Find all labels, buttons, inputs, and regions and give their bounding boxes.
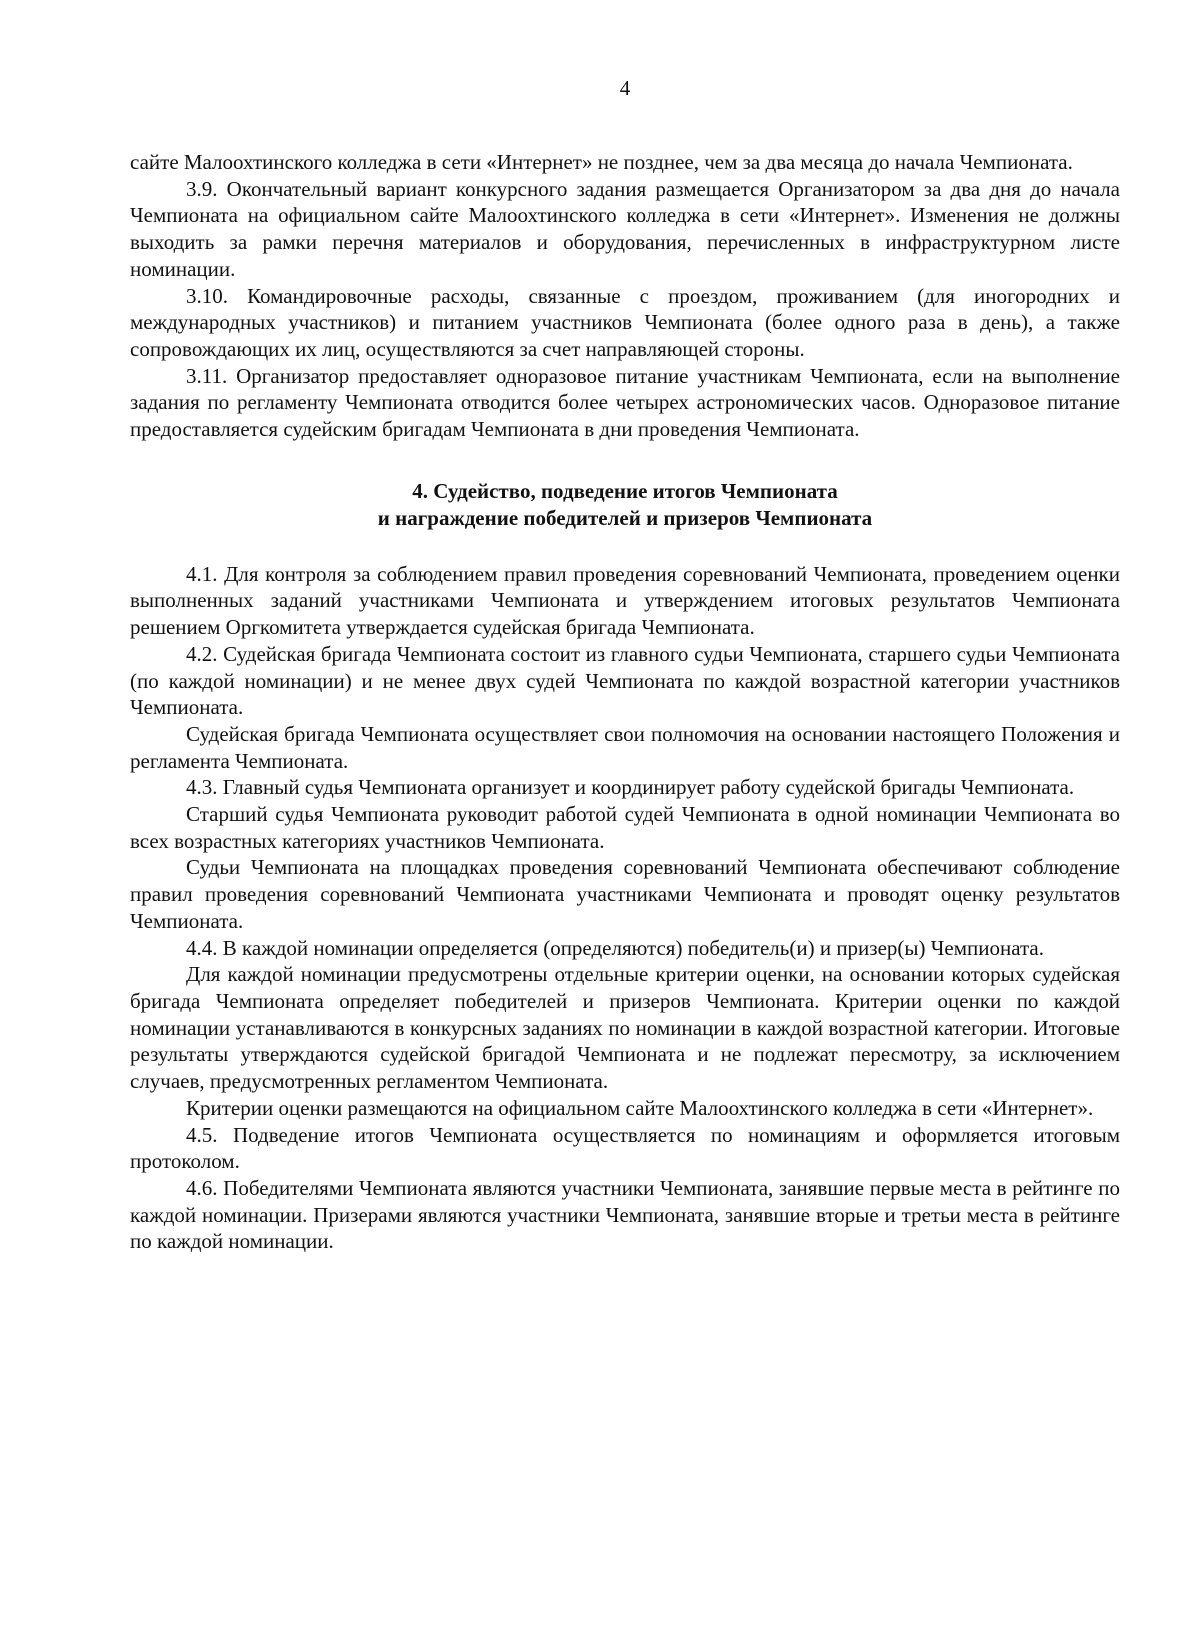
heading-line-1: 4. Судейство, подведение итогов Чемпионата: [412, 478, 838, 503]
paragraph-4-4: 4.4. В каждой номинации определяется (определяются) победитель(и) и призер(ы) Чемпионата.: [186, 935, 1045, 960]
paragraph-4-6: 4.6. Победителями Чемпионата являются участники Чемпионата, занявшие первые места в рейтинге по каждой номинации. Призерами являются участники Чемпионата, занявшие вторые и третьи места в рейтинге по каждой номинации.: [130, 1175, 1120, 1254]
paragraph-4-2: 4.2. Судейская бригада Чемпионата состоит из главного судьи Чемпионата, старшего судьи Чемпионата (по каждой номинации) и не менее двух судей Чемпионата по каждой возрастной категории участников Чемпионата.: [130, 641, 1120, 720]
paragraph-4-5: 4.5. Подведение итогов Чемпионата осуществляется по номинациям и оформляется итоговым протоколом.: [130, 1122, 1120, 1174]
heading-line-2: и награждение победителей и призеров Чемпионата: [377, 505, 873, 530]
paragraph: Судьи Чемпионата на площадках проведения соревнований Чемпионата обеспечивают соблюдение правил проведения соревнований Чемпионата участниками Чемпионата и проводят оценку результатов Чемпионата.: [130, 855, 1120, 933]
paragraph-3-11: 3.11. Организатор предоставляет одноразовое питание участникам Чемпионата, если на выполнение задания по регламенту Чемпионата отводится более четырех астрономических часов. Одноразовое питание предоставляется судейским бригадам Чемпионата в дни проведения Чемпионата.: [130, 363, 1120, 442]
page-number: 4: [619, 76, 631, 100]
paragraph: Для каждой номинации предусмотрены отдельные критерии оценки, на основании которых судейская бригада Чемпионата определяет победителей и призеров Чемпионата. Критерии оценки по каждой номинации устанавливаются в конкурсных заданиях по номинации в каждой возрастной категории. Итоговые результаты утверждаются судейской бригадой Чемпионата и не подлежат пересмотру, за исключением случаев, предусмотренных регламентом Чемпионата.: [130, 962, 1120, 1094]
section-3-continuation: [130, 149, 1120, 443]
section-4-heading: [130, 478, 1120, 532]
paragraph: Старший судья Чемпионата руководит работой судей Чемпионата в одной номинации Чемпионата во всех возрастных категориях участников Чемпионата.: [130, 802, 1120, 853]
paragraph-4-3: 4.3. Главный судья Чемпионата организует и координирует работу судейской бригады Чемпионата.: [186, 775, 1075, 800]
paragraph: сайте Малоохтинского колледжа в сети «Интернет» не позднее, чем за два месяца до начала Чемпионата.: [130, 150, 1073, 174]
paragraph: Судейская бригада Чемпионата осуществляет свои полномочия на основании настоящего Положения и регламента Чемпионата.: [130, 721, 1120, 773]
paragraph-3-9: 3.9. Окончательный вариант конкурсного задания размещается Организатором за два дня до начала Чемпионата на официальном сайте Малоохтинского колледжа в сети «Интернет». Изменения не должны выходить за рамки перечня материалов и оборудования, перечисленных в инфраструктурном листе номинации.: [130, 176, 1120, 281]
section-4-body: [130, 561, 1120, 1255]
paragraph-3-10: 3.10. Командировочные расходы, связанные с проездом, проживанием (для иногородних и международных участников) и питанием участников Чемпионата (более одного раза в день), а также сопровождающих их лиц, осуществляются за счет направляющей стороны.: [130, 283, 1120, 361]
paragraph-4-1: 4.1. Для контроля за соблюдением правил проведения соревнований Чемпионата, проведением оценки выполненных заданий участниками Чемпионата и утверждением итоговых результатов Чемпионата решением Оргкомитета утверждается судейская бригада Чемпионата.: [130, 561, 1120, 640]
paragraph: Критерии оценки размещаются на официальном сайте Малоохтинского колледжа в сети «Интернет».: [186, 1095, 1094, 1120]
